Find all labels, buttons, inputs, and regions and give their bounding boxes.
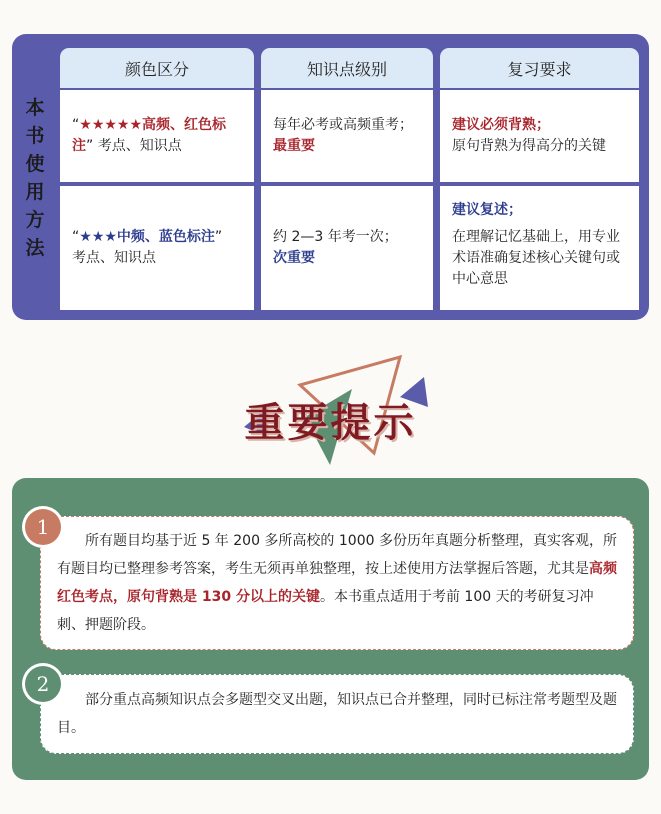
notice-badge-2: 2 [25, 666, 61, 702]
row1-level-cell [261, 90, 433, 182]
row1-level-text: 每年必考或高频重考； [273, 117, 413, 133]
notice-title-area [0, 345, 661, 465]
side-label [12, 94, 58, 262]
row2-color-text [72, 227, 242, 248]
header-color: 颜色区分 [60, 48, 254, 88]
notice-1-text-b: 。本书重点适用于考前 100 天的考研复习冲刺、押题阶段。 [57, 589, 594, 633]
row2-review-cell [440, 186, 639, 310]
row1-level-strong: 最重要 [273, 138, 315, 154]
header-review: 复习要求 [440, 48, 639, 88]
row1-review-text: 原句背熟为得高分的关键 [452, 138, 606, 154]
notice-card-2 [40, 674, 634, 754]
row2-level-text: 约 2—3 年考一次； [273, 229, 398, 245]
notice-title: 重要提示 [244, 400, 417, 446]
blue-mark-label: 中频、蓝色标注 [116, 229, 215, 245]
side-label-char: 使 [25, 153, 45, 175]
usage-panel [12, 34, 649, 320]
quote-open: “ [72, 117, 80, 133]
side-label-char: 用 [25, 181, 45, 203]
notice-badge-1: 1 [25, 509, 61, 545]
row2-review-text: 在理解记忆基础上，用专业术语准确复述核心关键句或中心意思 [452, 229, 620, 287]
row2-review-strong: 建议复述； [452, 202, 522, 218]
quote-close: ” [86, 138, 94, 154]
row1-color-rest: 考点、知识点 [97, 138, 182, 154]
notice-panel [12, 478, 649, 780]
row1-color-cell [60, 90, 254, 182]
notice-text-2: 部分重点高频知识点会多题型交叉出题，知识点已合并整理，同时已标注常考题型及题目。 [57, 692, 617, 736]
header-level: 知识点级别 [261, 48, 433, 88]
row1-review-cell [440, 90, 639, 182]
side-label-char: 本 [25, 97, 45, 119]
side-label-char: 法 [25, 237, 45, 259]
row1-color-text [72, 115, 242, 157]
notice-text-1 [57, 527, 617, 639]
row2-level-strong: 次重要 [273, 250, 315, 266]
quote-close: ” [214, 229, 223, 245]
red-mark-label: 高频、红色标注 [72, 117, 227, 154]
notice-card-1 [40, 516, 634, 650]
row2-level-cell [261, 186, 433, 310]
side-label-char: 方 [25, 209, 45, 231]
notice-1-text-a: 所有题目均基于近 5 年 200 多所高校的 1000 多份历年真题分析整理，真实客观，所有题目均已整理参考答案，考生无须再单独整理，按上述使用方法掌握后答题，尤其是 [57, 533, 617, 577]
red-stars: ★★★★★ [79, 117, 143, 133]
row2-color-rest: 考点、知识点 [72, 250, 156, 266]
row1-review-strong: 建议必须背熟； [452, 117, 550, 133]
notice-1-highlight: 高频红色考点，原句背熟是 130 分以上的关键 [57, 561, 617, 605]
side-label-char: 书 [25, 125, 45, 147]
row2-color-cell [60, 186, 254, 310]
quote-open: “ [72, 229, 80, 245]
blue-stars: ★★★ [79, 229, 117, 245]
